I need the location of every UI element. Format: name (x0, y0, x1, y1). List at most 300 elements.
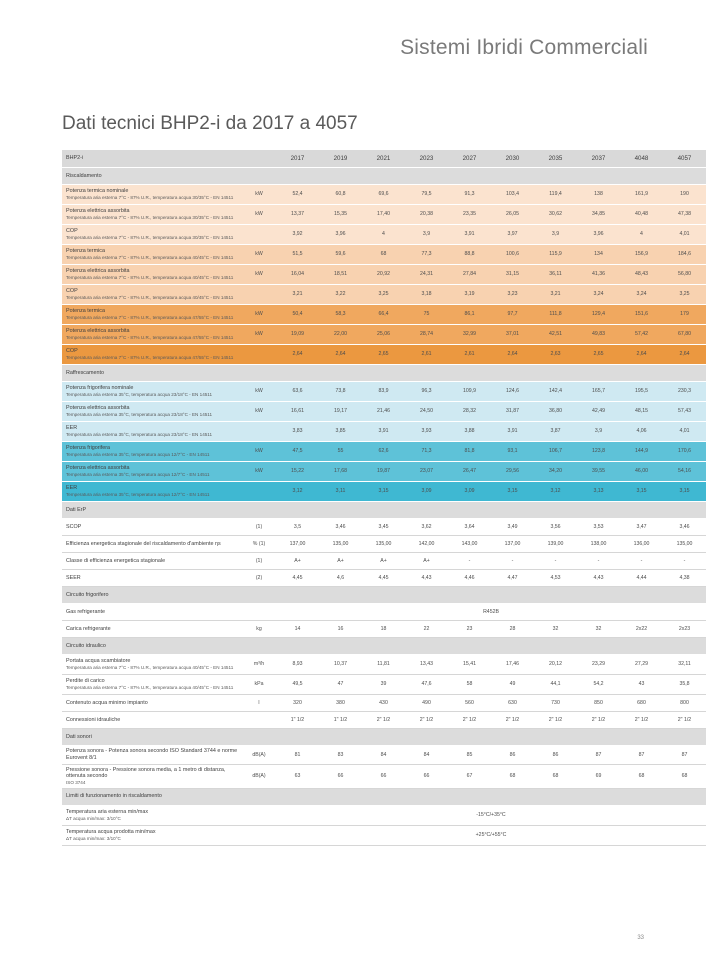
row-value: 11,81 (362, 655, 405, 675)
row-unit: % (1) (242, 536, 276, 553)
table-row (62, 285, 706, 305)
row-value: 109,9 (448, 382, 491, 402)
row-value: 119,4 (534, 185, 577, 205)
page-number: 33 (637, 935, 644, 941)
model-header: 2019 (319, 150, 362, 168)
model-header: 2037 (577, 150, 620, 168)
row-value: 79,5 (405, 185, 448, 205)
row-value: 4,53 (534, 570, 577, 587)
row-value: 32,99 (448, 325, 491, 345)
row-value: 2,64 (319, 345, 362, 365)
row-value: 48,15 (620, 402, 663, 422)
row-value: 24,50 (405, 402, 448, 422)
row-value: 3,11 (319, 482, 362, 502)
row-value: 3,24 (577, 285, 620, 305)
row-value: 57,43 (663, 402, 706, 422)
table-corner-label: BHP2-i (62, 150, 242, 168)
row-label-main: Potenza elettrica assorbita (66, 208, 130, 215)
row-value: - (663, 553, 706, 570)
row-value: 43 (620, 675, 663, 695)
row-label (62, 536, 242, 553)
table-row (62, 325, 706, 345)
row-value: 4,45 (362, 570, 405, 587)
row-unit (242, 825, 276, 845)
row-label-main: Temperatura aria esterna min/max (66, 808, 149, 815)
row-label-main: Potenza sonora - Potenza sonora secondo ISO Standard 3744 e norme Eurovent 8/1 (66, 748, 238, 761)
row-value: 85 (448, 746, 491, 765)
unit-header (242, 150, 276, 168)
row-value: 4,43 (405, 570, 448, 587)
row-value: 37,01 (491, 325, 534, 345)
row-value: 26,05 (491, 205, 534, 225)
row-value: 3,18 (405, 285, 448, 305)
section-title: Limiti di funzionamento in riscaldamento (62, 788, 706, 805)
row-label (62, 746, 242, 765)
row-value: 142,00 (405, 536, 448, 553)
table-row (62, 442, 706, 462)
section-title: Circuito idraulico (62, 638, 706, 655)
row-value: 86 (534, 746, 577, 765)
table-header-row (62, 150, 706, 168)
table-row (62, 482, 706, 502)
row-value: 2" 1/2 (620, 712, 663, 729)
row-value: 23 (448, 621, 491, 638)
row-value: 66 (405, 764, 448, 788)
row-label-sub: Temperatura aria esterna 35°C, temperatura acqua 12/7°C - EN 14511 (66, 492, 210, 497)
row-label-main: Potenza elettrica assorbita (66, 268, 130, 275)
row-value: 59,6 (319, 245, 362, 265)
row-unit: l (242, 695, 276, 712)
row-value: 56,80 (663, 265, 706, 285)
row-value: 32 (577, 621, 620, 638)
row-value: 86,1 (448, 305, 491, 325)
table-row (62, 462, 706, 482)
row-value: 3,91 (448, 225, 491, 245)
row-label-sub: Temperatura aria esterna 35°C, temperatura acqua 23/18°C - EN 14511 (66, 432, 213, 437)
page-title: Dati tecnici BHP2-i da 2017 a 4057 (62, 113, 358, 134)
table-row (62, 422, 706, 442)
row-value: 57,42 (620, 325, 663, 345)
row-value: 17,68 (319, 462, 362, 482)
row-value: 19,17 (319, 402, 362, 422)
row-value: 137,00 (491, 536, 534, 553)
row-value: 2,64 (620, 345, 663, 365)
row-value: 24,31 (405, 265, 448, 285)
section-header-row (62, 168, 706, 185)
row-value: 71,3 (405, 442, 448, 462)
row-label-main: Contenuto acqua minimo impianto (66, 699, 148, 706)
row-value: 20,38 (405, 205, 448, 225)
table-row (62, 536, 706, 553)
row-value: 51,5 (276, 245, 319, 265)
row-label-main: COP (66, 228, 78, 235)
row-label-sub: ISO 3744 (66, 780, 86, 785)
row-value: 2,65 (577, 345, 620, 365)
row-value: 68 (534, 764, 577, 788)
row-value: 36,80 (534, 402, 577, 422)
row-value: 54,16 (663, 462, 706, 482)
table-row (62, 712, 706, 729)
row-value: 69,6 (362, 185, 405, 205)
row-value: 3,5 (276, 519, 319, 536)
section-title: Dati sonori (62, 729, 706, 746)
row-value: 55 (319, 442, 362, 462)
row-unit (242, 422, 276, 442)
row-label (62, 402, 242, 422)
row-value: 3,22 (319, 285, 362, 305)
row-value: 3,47 (620, 519, 663, 536)
model-header: 2030 (491, 150, 534, 168)
table-row (62, 746, 706, 765)
row-label-main: Potenza frigorifera nominale (66, 385, 134, 392)
model-header: 2023 (405, 150, 448, 168)
row-value: 100,6 (491, 245, 534, 265)
row-value: 13,37 (276, 205, 319, 225)
row-label (62, 604, 242, 621)
row-label (62, 245, 242, 265)
row-unit (242, 805, 276, 825)
row-label-sub: Temperatura aria esterna 7°C - 87% U.R., temperatura acqua 40/45°C - EN 14511 (66, 255, 234, 260)
row-value: 320 (276, 695, 319, 712)
row-value: 67 (448, 764, 491, 788)
section-header-row (62, 638, 706, 655)
table-row (62, 764, 706, 788)
row-unit (242, 225, 276, 245)
row-label-sub: Temperatura aria esterna 7°C - 87% U.R., temperatura acqua 47/55°C - EN 14511 (66, 355, 234, 360)
row-unit (242, 345, 276, 365)
row-value: 84 (362, 746, 405, 765)
row-value: 2" 1/2 (663, 712, 706, 729)
row-value: 28,74 (405, 325, 448, 345)
row-value: 44,1 (534, 675, 577, 695)
row-value: 40,48 (620, 205, 663, 225)
row-unit: m³/h (242, 655, 276, 675)
row-label-sub: Temperatura aria esterna 35°C, temperatura acqua 23/18°C - EN 14511 (66, 412, 213, 417)
row-value: 3,9 (577, 422, 620, 442)
row-value: 3,21 (534, 285, 577, 305)
row-value: 16,61 (276, 402, 319, 422)
row-value: 15,22 (276, 462, 319, 482)
row-value: 2x23 (663, 621, 706, 638)
row-value: 2,61 (448, 345, 491, 365)
row-value: 58 (448, 675, 491, 695)
table-row (62, 570, 706, 587)
table-row (62, 205, 706, 225)
row-value: 156,9 (620, 245, 663, 265)
row-value: 3,97 (491, 225, 534, 245)
row-value: 39 (362, 675, 405, 695)
row-label (62, 305, 242, 325)
row-value: 3,49 (491, 519, 534, 536)
row-value: 3,46 (663, 519, 706, 536)
row-label (62, 265, 242, 285)
row-label-main: Potenza frigorifera (66, 445, 111, 452)
row-value: 138 (577, 185, 620, 205)
row-label (62, 345, 242, 365)
row-value: 41,36 (577, 265, 620, 285)
row-unit: kW (242, 265, 276, 285)
row-label-main: Connessioni idrauliche (66, 716, 121, 723)
row-value: 34,85 (577, 205, 620, 225)
row-value: 47,38 (663, 205, 706, 225)
row-value: 3,25 (362, 285, 405, 305)
row-value: 4,45 (276, 570, 319, 587)
row-label (62, 695, 242, 712)
row-value: 35,8 (663, 675, 706, 695)
row-label (62, 422, 242, 442)
row-value: 52,4 (276, 185, 319, 205)
row-value: 20,92 (362, 265, 405, 285)
row-unit: kW (242, 185, 276, 205)
row-value: 2,63 (534, 345, 577, 365)
section-header-row (62, 502, 706, 519)
row-unit: (1) (242, 553, 276, 570)
row-value: 81,8 (448, 442, 491, 462)
row-value: - (577, 553, 620, 570)
row-value: A+ (319, 553, 362, 570)
row-value: 2" 1/2 (405, 712, 448, 729)
row-unit: kW (242, 325, 276, 345)
row-value: 17,40 (362, 205, 405, 225)
row-label (62, 285, 242, 305)
row-label-sub: Temperatura aria esterna 7°C - 87% U.R., temperatura acqua 30/35°C - EN 14511 (66, 215, 234, 220)
row-value: 3,87 (534, 422, 577, 442)
model-header: 2027 (448, 150, 491, 168)
row-value: 630 (491, 695, 534, 712)
row-value: 81 (276, 746, 319, 765)
row-value: 66 (362, 764, 405, 788)
table-row (62, 265, 706, 285)
row-span-value: -15°C/+35°C (276, 805, 706, 825)
section-title: Dati ErP (62, 502, 706, 519)
row-label-main: Potenza termica nominale (66, 188, 129, 195)
row-value: A+ (276, 553, 319, 570)
row-value: 31,87 (491, 402, 534, 422)
row-value: 14 (276, 621, 319, 638)
row-value: 4,43 (577, 570, 620, 587)
row-value: 47 (319, 675, 362, 695)
row-value: 2,61 (405, 345, 448, 365)
row-value: 62,6 (362, 442, 405, 462)
row-label-sub: Temperatura aria esterna 7°C - 87% U.R., temperatura acqua 40/45°C - EN 14511 (66, 665, 234, 670)
row-value: 3,53 (577, 519, 620, 536)
table-row (62, 621, 706, 638)
row-value: 4,44 (620, 570, 663, 587)
row-value: 151,6 (620, 305, 663, 325)
row-label (62, 225, 242, 245)
table-row (62, 675, 706, 695)
page-header: Sistemi Ibridi Commerciali (400, 36, 648, 59)
row-value: 27,29 (620, 655, 663, 675)
row-value: 87 (577, 746, 620, 765)
row-value: 2" 1/2 (577, 712, 620, 729)
row-value: 3,19 (448, 285, 491, 305)
row-value: 2,64 (276, 345, 319, 365)
row-value: 430 (362, 695, 405, 712)
row-value: 3,96 (577, 225, 620, 245)
row-label-main: Potenza elettrica assorbita (66, 465, 130, 472)
row-value: 3,92 (276, 225, 319, 245)
row-label (62, 570, 242, 587)
row-value: 13,43 (405, 655, 448, 675)
row-value: 124,6 (491, 382, 534, 402)
row-label-sub: Temperatura aria esterna 7°C - 87% U.R., temperatura acqua 47/55°C - EN 14511 (66, 335, 234, 340)
row-value: 69 (577, 764, 620, 788)
row-label-sub: Temperatura aria esterna 35°C, temperatura acqua 12/7°C - EN 14511 (66, 472, 210, 477)
row-value: 144,9 (620, 442, 663, 462)
row-value: 15,35 (319, 205, 362, 225)
row-value: 3,88 (448, 422, 491, 442)
row-value: 3,23 (491, 285, 534, 305)
row-label-main: Potenza termica (66, 248, 105, 255)
row-label (62, 764, 242, 788)
row-value: 21,46 (362, 402, 405, 422)
section-header-row (62, 729, 706, 746)
row-span-value: +25°C/+55°C (276, 825, 706, 845)
row-value: 96,3 (405, 382, 448, 402)
table-row (62, 345, 706, 365)
row-value: 3,64 (448, 519, 491, 536)
row-unit (242, 604, 276, 621)
row-value: 63 (276, 764, 319, 788)
table-row (62, 382, 706, 402)
row-value: 2" 1/2 (534, 712, 577, 729)
row-unit: (1) (242, 519, 276, 536)
row-label-sub: Temperatura aria esterna 35°C, temperatura acqua 23/18°C - EN 14511 (66, 392, 213, 397)
row-value: 47,6 (405, 675, 448, 695)
row-value: 97,7 (491, 305, 534, 325)
row-value: 103,4 (491, 185, 534, 205)
row-value: 4 (362, 225, 405, 245)
row-unit (242, 285, 276, 305)
table-row (62, 305, 706, 325)
row-value: 4,38 (663, 570, 706, 587)
table-row (62, 604, 706, 621)
row-label-main: SCOP (66, 523, 82, 530)
row-label-sub: Temperatura aria esterna 7°C - 87% U.R., temperatura acqua 40/45°C - EN 14511 (66, 275, 234, 280)
section-title: Circuito frigorifero (62, 587, 706, 604)
row-value: 1" 1/2 (319, 712, 362, 729)
row-value: A+ (405, 553, 448, 570)
row-value: 30,62 (534, 205, 577, 225)
row-unit: kg (242, 621, 276, 638)
row-value: 135,00 (319, 536, 362, 553)
row-value: 91,3 (448, 185, 491, 205)
row-value: 195,5 (620, 382, 663, 402)
row-value: 2" 1/2 (362, 712, 405, 729)
row-value: 4,06 (620, 422, 663, 442)
row-label (62, 825, 242, 845)
row-unit: kW (242, 305, 276, 325)
row-value: 3,45 (362, 519, 405, 536)
row-value: 19,87 (362, 462, 405, 482)
row-value: 850 (577, 695, 620, 712)
row-label-sub: ΔT acqua min/max: 3/10°C (66, 835, 121, 841)
row-label (62, 553, 242, 570)
row-value: 68 (620, 764, 663, 788)
row-value: 3,15 (620, 482, 663, 502)
row-value: 88,8 (448, 245, 491, 265)
row-label-main: Portata acqua scambiatore (66, 658, 131, 665)
row-value: 3,46 (319, 519, 362, 536)
row-value: 4,01 (663, 422, 706, 442)
row-value: 2x22 (620, 621, 663, 638)
row-label-main: Perdite di carico (66, 678, 105, 685)
table-row (62, 825, 706, 845)
row-label-sub: Temperatura aria esterna 35°C, temperatura acqua 12/7°C - EN 14511 (66, 452, 210, 457)
row-value: 86 (491, 746, 534, 765)
row-value: 23,07 (405, 462, 448, 482)
row-value: 18,51 (319, 265, 362, 285)
row-value: 16 (319, 621, 362, 638)
row-value: 3,15 (663, 482, 706, 502)
row-value: 4,01 (663, 225, 706, 245)
row-value: 17,46 (491, 655, 534, 675)
row-value: 42,49 (577, 402, 620, 422)
row-value: 50,4 (276, 305, 319, 325)
row-value: 142,4 (534, 382, 577, 402)
row-value: 115,9 (534, 245, 577, 265)
table-row (62, 185, 706, 205)
row-value: 8,93 (276, 655, 319, 675)
row-value: 123,8 (577, 442, 620, 462)
row-value: 4,47 (491, 570, 534, 587)
row-value: 49,5 (276, 675, 319, 695)
row-label (62, 185, 242, 205)
row-unit: (2) (242, 570, 276, 587)
row-value: 137,00 (276, 536, 319, 553)
row-value: 67,80 (663, 325, 706, 345)
row-unit: kW (242, 205, 276, 225)
row-label-sub: Temperatura aria esterna 7°C - 87% U.R., temperatura acqua 30/35°C - EN 14511 (66, 235, 234, 240)
row-value: 18 (362, 621, 405, 638)
row-label (62, 462, 242, 482)
row-label (62, 382, 242, 402)
row-value: 32,11 (663, 655, 706, 675)
row-value: 84 (405, 746, 448, 765)
row-value: 3,09 (448, 482, 491, 502)
row-unit: kW (242, 382, 276, 402)
row-value: 3,12 (276, 482, 319, 502)
row-label-sub: ΔT acqua min/max: 3/10°C (66, 815, 121, 821)
row-value: 143,00 (448, 536, 491, 553)
row-value: 47,5 (276, 442, 319, 462)
row-value: 77,3 (405, 245, 448, 265)
row-label-main: Potenza termica (66, 308, 105, 315)
row-value: 10,37 (319, 655, 362, 675)
row-label-main: Classe di efficienza energetica stagionale (66, 557, 166, 564)
row-label-main: SEER (66, 574, 81, 581)
row-value: 3,09 (405, 482, 448, 502)
row-unit: kPa (242, 675, 276, 695)
row-value: 83,9 (362, 382, 405, 402)
row-label (62, 482, 242, 502)
row-label (62, 325, 242, 345)
row-label-main: COP (66, 288, 78, 295)
row-value: 3,62 (405, 519, 448, 536)
row-label (62, 655, 242, 675)
table-row (62, 805, 706, 825)
row-value: 34,20 (534, 462, 577, 482)
model-header: 2021 (362, 150, 405, 168)
row-value: 49,83 (577, 325, 620, 345)
row-value: 106,7 (534, 442, 577, 462)
table-row (62, 245, 706, 265)
row-value: 49 (491, 675, 534, 695)
row-value: 22,00 (319, 325, 362, 345)
row-value: - (534, 553, 577, 570)
model-header: 2035 (534, 150, 577, 168)
